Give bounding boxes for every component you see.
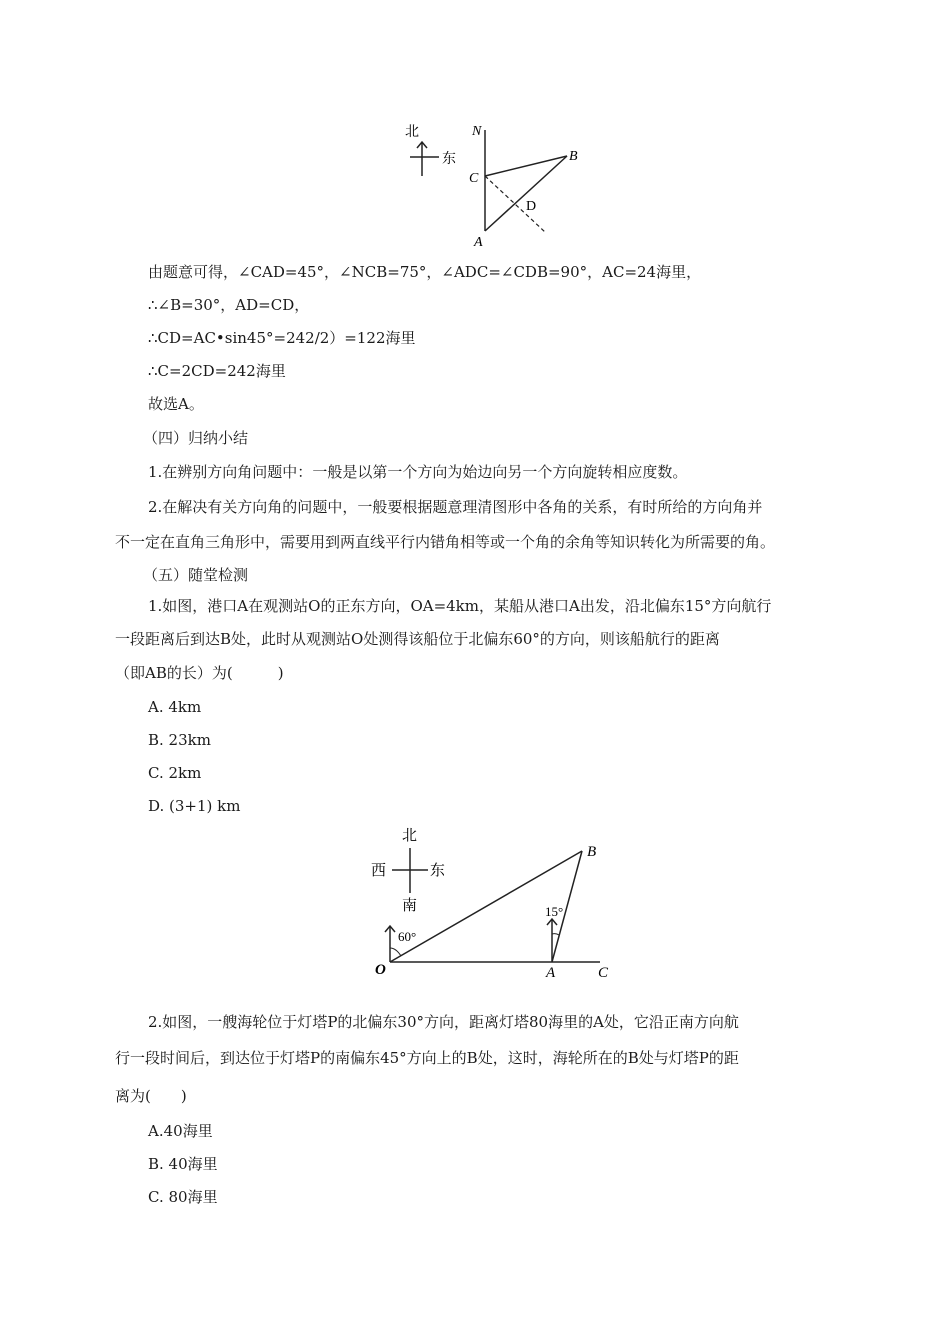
angle-arc-O xyxy=(390,948,401,956)
solution-step-2: ∴CD=AC•sin45°=242/2）=122海里 xyxy=(148,329,416,347)
point-C-label: C xyxy=(469,171,479,186)
segment-CB xyxy=(485,156,567,176)
question-2-line-3: 离为( ) xyxy=(115,1087,187,1105)
question-1-option-b: B. 23km xyxy=(148,731,211,749)
summary-item-2-line-2: 不一定在直角三角形中，需要用到两直线平行内错角相等或一个角的余角等知识转化为所需要的角。 xyxy=(115,533,776,551)
point-O-label: O xyxy=(375,962,386,978)
compass-south-label: 南 xyxy=(402,896,418,914)
solution-given: 由题意可得，∠CAD=45°，∠NCB=75°，∠ADC=∠CDB=90°，AC=24海里， xyxy=(148,263,702,281)
summary-item-2-line-1: 2.在解决有关方向角的问题中，一般要根据题意理清图形中各角的关系，有时所给的方向角并 xyxy=(148,498,763,516)
question-1-line-1: 1.如图，港口A在观测站O的正东方向，OA=4km，某船从港口A出发，沿北偏东15°方向航行 xyxy=(148,597,772,615)
figure-1-diagram xyxy=(395,118,578,253)
segment-AB xyxy=(485,156,567,231)
angle-15-label: 15° xyxy=(545,904,564,919)
angle-arc-A xyxy=(552,934,559,935)
question-1-line-3: （即AB的长）为( ) xyxy=(115,664,284,682)
figure-2-diagram xyxy=(368,822,618,984)
compass-north-label: 北 xyxy=(405,124,419,140)
solution-answer: 故选A。 xyxy=(148,395,204,413)
point-C-label: C xyxy=(598,965,609,981)
point-A-label: A xyxy=(546,965,556,981)
point-B-label: B xyxy=(587,844,597,860)
point-N-label: N xyxy=(472,124,482,139)
question-2-line-2: 行一段时间后，到达位于灯塔P的南偏东45°方向上的B处，这时，海轮所在的B处与灯塔P的距 xyxy=(115,1049,739,1067)
angle-60-label: 60° xyxy=(398,929,417,944)
compass-east-label: 东 xyxy=(430,861,446,879)
compass-east-label: 东 xyxy=(442,151,456,167)
question-2-option-a: A.40海里 xyxy=(148,1122,213,1140)
summary-item-1: 1.在辨别方向角问题中：一般是以第一个方向为始边向另一个方向旋转相应度数。 xyxy=(148,463,688,481)
question-1-line-2: 一段距离后到达B处，此时从观测站O处测得该船位于北偏东60°的方向，则该船航行的距离 xyxy=(115,630,720,648)
point-B-label: B xyxy=(569,149,578,164)
question-2-line-1: 2.如图，一艘海轮位于灯塔P的北偏东30°方向，距离灯塔80海里的A处，它沿正南方向航 xyxy=(148,1013,739,1031)
question-2-option-b: B. 40海里 xyxy=(148,1155,218,1173)
quiz-heading: （五）随堂检测 xyxy=(143,566,249,584)
question-1-option-a: A. 4km xyxy=(148,698,202,716)
point-A-label: A xyxy=(474,235,483,250)
compass-west-label: 西 xyxy=(371,861,387,879)
summary-heading: （四）归纳小结 xyxy=(143,429,249,447)
solution-step-1: ∴∠B=30°，AD=CD， xyxy=(148,296,310,314)
solution-step-3: ∴C=2CD=242海里 xyxy=(148,362,286,380)
compass-north-label: 北 xyxy=(402,826,418,844)
point-D-label: D xyxy=(526,199,537,214)
question-1-option-c: C. 2km xyxy=(148,764,202,782)
question-2-option-c: C. 80海里 xyxy=(148,1188,218,1206)
question-1-option-d: D. (3+1) km xyxy=(148,797,241,815)
